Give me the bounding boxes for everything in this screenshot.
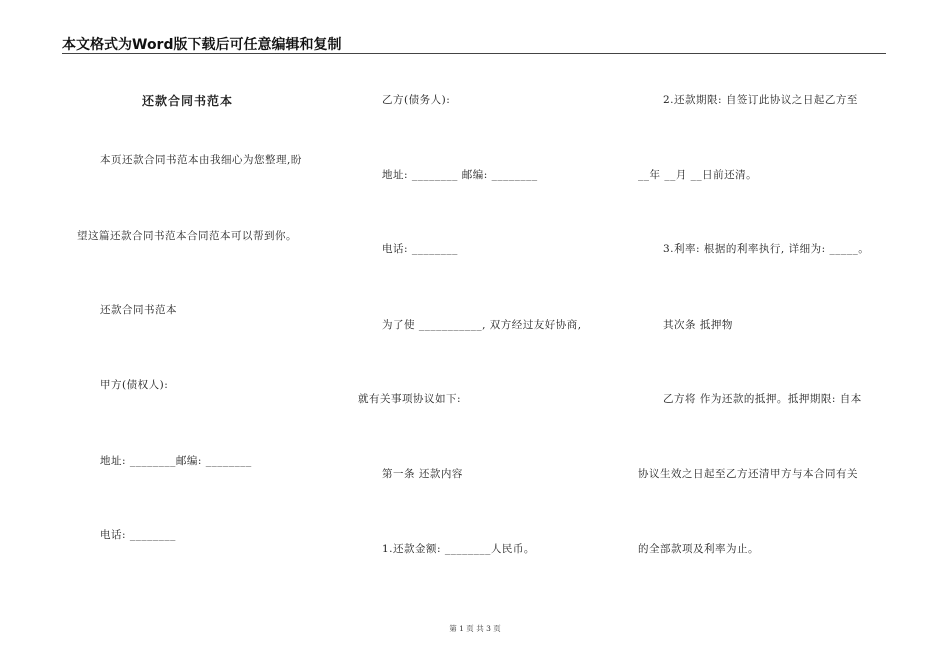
collateral-line-3: 的全部款项及利率为止。 (638, 543, 759, 555)
collateral-line-2: 协议生效之日起至乙方还清甲方与本合同有关 (638, 468, 858, 480)
party-b-label: 乙方(债务人): (382, 94, 451, 106)
repayment-date: __年 __月 __日前还清。 (638, 169, 758, 181)
interest-rate: 3.利率: 根据的利率执行, 详细为: _____。 (663, 243, 870, 255)
party-b-address: 地址: ________ 邮编: ________ (382, 169, 538, 181)
page-number: 第 1 页 共 3 页 (449, 624, 501, 633)
party-b-phone: 电话: ________ (382, 243, 458, 255)
section-title: 还款合同书范本 (100, 304, 177, 316)
article-2-title: 其次条 抵押物 (663, 319, 733, 331)
party-a-phone: 电话: ________ (100, 529, 176, 541)
agreement-intro: 就有关事项协议如下: (358, 393, 462, 405)
document-header: 本文格式为Word版下载后可任意编辑和复制 (62, 37, 342, 53)
intro-line-1: 本页还款合同书范本由我细心为您整理,盼 (100, 154, 302, 166)
document-title: 还款合同书范本 (142, 94, 234, 108)
header-divider (62, 53, 886, 54)
collateral-line-1: 乙方将 作为还款的抵押。抵押期限: 自本 (663, 393, 862, 405)
party-a-label: 甲方(债权人): (100, 379, 169, 391)
article-1-title: 第一条 还款内容 (382, 468, 463, 480)
purpose-line: 为了使 ___________, 双方经过友好协商, (382, 319, 582, 331)
intro-line-2: 望这篇还款合同书范本合同范本可以帮到你。 (77, 230, 297, 242)
repayment-amount: 1.还款金额: ________人民币。 (382, 543, 535, 555)
party-a-address: 地址: ________邮编: ________ (100, 455, 252, 467)
repayment-term: 2.还款期限: 自签订此协议之日起乙方至 (663, 94, 858, 106)
